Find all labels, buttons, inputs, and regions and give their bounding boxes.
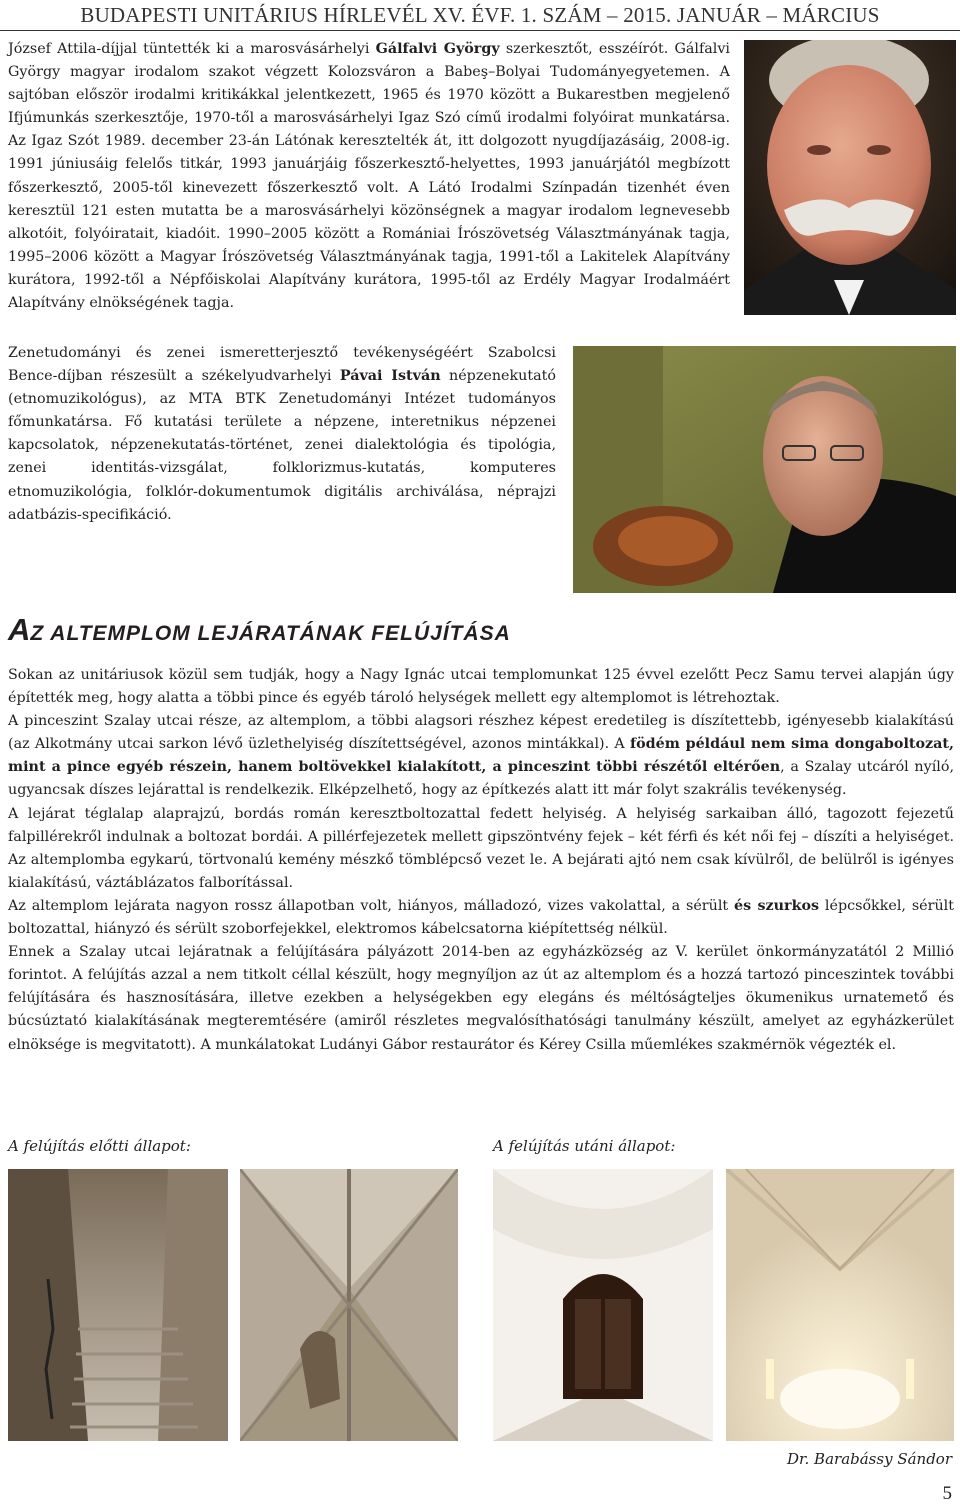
article-body bbox=[8, 664, 954, 1057]
author-signature: Dr. Barabássy Sándor bbox=[786, 1450, 952, 1468]
title-text: Z ALTEMPLOM LEJÁRATÁNAK FELÚJÍTÁSA bbox=[30, 622, 511, 645]
person-name: Pávai István bbox=[339, 368, 441, 385]
bio-pavai-paragraph bbox=[8, 342, 556, 527]
bio-pavai bbox=[8, 342, 556, 527]
bio-galfalvi bbox=[8, 38, 730, 315]
portrait-galfalvi-photo bbox=[744, 40, 956, 315]
bio-text: József Attila-díjjal tüntették ki a marosvásárhelyi bbox=[8, 41, 376, 57]
caption-after: A felújítás utáni állapot: bbox=[493, 1137, 676, 1155]
article-text: A pinceszint Szalay utcai része, az altemplom, a többi alagsori részhez képest eredetileg is díszítettebb, igényesebb kialakítású (az Alkotmány utcai sarkon lévő üzlethelyiség díszítettségével, azonos mintákkal). A bbox=[8, 713, 954, 753]
person-name: Gálfalvi György bbox=[375, 41, 500, 57]
bio-text: szerkesztőt, esszéírót. Gálfalvi György magyar irodalom szakot végzett Kolozsváron a Babeş–Bolyai Tudományegyetemen. A sajtóban először irodalmi kritikákkal jelentkezett, 1965 és 1970 között a Bukarestben megjelenő Ifjúmunkás szerkesztője, 1970-től a marosvásárhelyi Igaz Szó című irodalmi folyóirat munkatársa. Az Igaz Szót 1989. december 23-án Látónak keresztelték át, itt dolgozott nyugdíjazásáig, 2008-ig. 1991 júniusáig felelős titkár, 1993 januárjáig főszerkesztő-helyettes, 1993 januárjától megbízott főszerkesztő, 2005-től kinevezett főszerkesztő volt. A Látó Irodalmi Színpadán tizenhét éven keresztül 121 esten mutatta be a marosvásárhelyi közönségnek a magyar irodalom legnevesebb alkotóit, folyóiratait, kiadóit. 1990–2005 között a Romániai Írószövetség Választmányának tagja, 1995–2006 között a Magyar Írószövetség Választmányának tagja, 1991-től a Lakitelek Alapítvány kurátora, 1992-től a Népfőiskolai Alapítvány kurátora, 1995-től az Erdély Magyar Irodalmáért Alapítvány elnökségének tagja. bbox=[8, 41, 730, 312]
article-emphasis: és szurkos bbox=[734, 897, 820, 914]
before-stairs-photo bbox=[8, 1169, 228, 1441]
running-header: BUDAPESTI UNITÁRIUS HÍRLEVÉL XV. ÉVF. 1. SZÁM – 2015. JANUÁR – MÁRCIUS bbox=[0, 0, 960, 31]
article-paragraph: Sokan az unitáriusok közül sem tudják, hogy a Nagy Ignác utcai templomunkat 125 évvel ezelőtt Pecz Samu tervei alapján úgy építették meg, hogy alatta a többi pince és egyéb tároló helységek mellett egy altemplomot is létrehoztak. bbox=[8, 667, 954, 707]
article-text: lépcsőkkel, sérült boltozattal, hiányzó és sérült szoborfejekkel, elektromos kábelcsatorna kiépítettség nélkül. bbox=[8, 897, 954, 938]
bio-galfalvi-paragraph bbox=[8, 38, 730, 315]
article-emphasis: födém például nem sima dongaboltozat, mint a pince egyéb részein, hanem boltövekkel kialakított, a pinceszint többi részétől eltérően bbox=[8, 736, 954, 776]
article-text: Az altemplom lejárata nagyon rossz állapotban volt, hiányos, málladozó, vizes vakolattal, a sérült bbox=[8, 897, 735, 914]
caption-before: A felújítás előtti állapot: bbox=[8, 1137, 191, 1155]
article-text: , a Szalay utcáról nyíló, ugyancsak díszes lejárattal is rendelkezik. Elképzelhető, hogy az építkezés alatt itt már folyt szakrális tevékenység. bbox=[8, 759, 954, 799]
article-paragraph: A lejárat téglalap alaprajzú, bordás román keresztboltozattal fedett helyiség. A helyiség sarkaiban álló, tagozott fejezetű falpillérekről indulnak a boltozat bordái. A pillérfejezetek mellett gipszöntvény fejek – két férfi és két női fej – díszíti a helyiséget. Az altemplomba egykarú, törtvonalú kemény mészkő tömblépcső vezet le. A bejárati ajtó nem csak kívülről, de belülről is igényes kialakítású, váztáblázatos falborítással. bbox=[8, 805, 954, 891]
article-paragraph bbox=[8, 895, 954, 941]
article-paragraph bbox=[8, 710, 954, 802]
portrait-pavai-photo bbox=[573, 346, 956, 593]
after-door-photo bbox=[493, 1169, 713, 1441]
article-title bbox=[8, 612, 511, 648]
title-initial: A bbox=[8, 612, 31, 647]
after-vault-photo bbox=[726, 1169, 954, 1441]
before-vault-photo bbox=[240, 1169, 458, 1441]
bio-text: népzenekutató (etnomuzikológus), az MTA BTK Zenetudományi Intézet tudományos főmunkatársa. Fő kutatási területe a népzene, interetnikus népzenei kapcsolatok, népzenekutatás-történet, zenei dialektológia és tipológia, zenei identitás-vizsgálat, folklorizmus-kutatás, komputeres etnomuzikológia, folklór-dokumentumok digitális archiválása, néprajzi adatbázis-specifikáció. bbox=[8, 368, 556, 523]
bio-text: Zenetudományi és zenei ismeretterjesztő tevékenységéért Szabolcsi Bence-díjban részesült a székelyudvarhelyi bbox=[8, 345, 556, 385]
article-paragraph: Ennek a Szalay utcai lejáratnak a felújítására pályázott 2014-ben az egyházközség az V. kerület önkormányzatától 2 Millió forintot. A felújítás azzal a nem titkolt céllal készült, hogy megnyíljon az út az altemplom és a hozzá tartozó pinceszintek további felújítására és hasznosítására, illetve ezekben a helységekben egy elegáns és méltóságteljes ökumenikus urnatemető és búcsúztató kialakításának megteremtésére (amiről részletes megvalósíthatósági tanulmány készült, amelyet az egyházkerület elnöksége is megvitatott). A munkálatokat Ludányi Gábor restaurátor és Kérey Csilla műemlékes szakmérnök végezték el. bbox=[8, 944, 954, 1053]
page-number: 5 bbox=[942, 1483, 952, 1504]
